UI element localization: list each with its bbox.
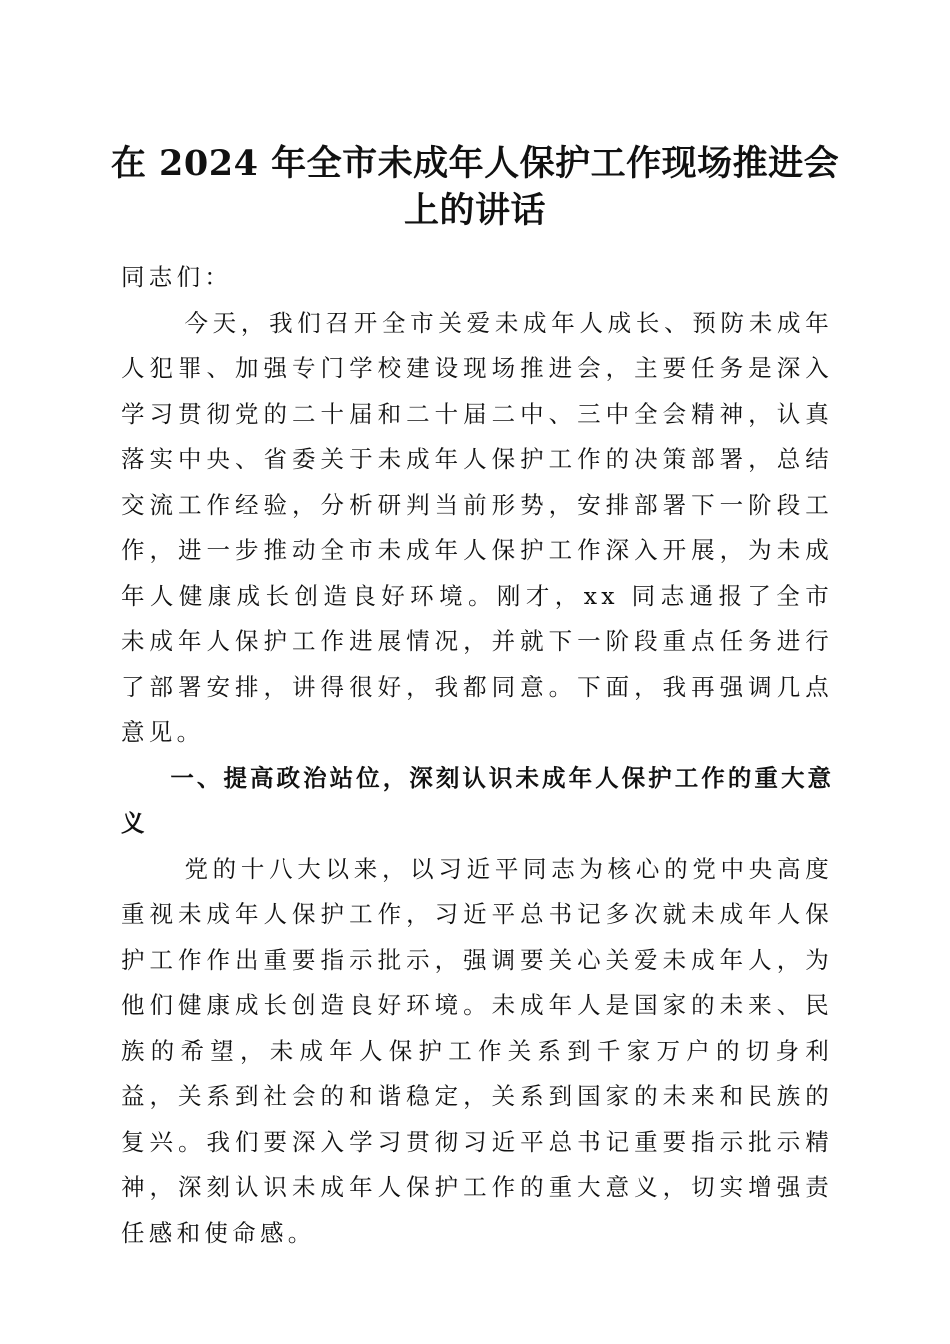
document-title [110,140,840,234]
section-1-paragraph: 党的十八大以来，以习近平同志为核心的党中央高度重视未成年人保护工作，习近平总书记多次就未成年人保护工作作出重要指示批示，强调要关心关爱未成年人，为他们健康成长创造良好环境。未成年人是国家的未来、民族的希望，未成年人保护工作关系到千家万户的切身利益，关系到社会的和谐稳定，关系到国家的未来和民族的复兴。我们要深入学习贯彻习近平总书记重要指示批示精神，深刻认识未成年人保护工作的重大意义，切实增强责任感和使命感。 [121,854,833,1247]
intro-paragraph: 今天，我们召开全市关爱未成年人成长、预防未成年人犯罪、加强专门学校建设现场推进会，主要任务是深入学习贯彻党的二十届和二十届二中、三中全会精神，认真落实中央、省委关于未成年人保护工作的决策部署，总结交流工作经验，分析研判当前形势，安排部署下一阶段工作，进一步推动全市未成年人保护工作深入开展，为未成年人健康成长创造良好环境。刚才，xx 同志通报了全市未成年人保护工作进展情况，并就下一阶段重点任务进行了部署安排，讲得很好，我都同意。下面，我再强调几点意见。 [121,308,833,746]
title-line-2: 上的讲话 [403,190,546,231]
title-line-1: 在 2024 年全市未成年人保护工作现场推进会 [110,143,840,184]
document-body [121,255,833,1256]
section-1-heading: 一、提高政治站位，深刻认识未成年人保护工作的重大意义 [121,763,833,837]
salutation: 同志们： [121,263,233,291]
